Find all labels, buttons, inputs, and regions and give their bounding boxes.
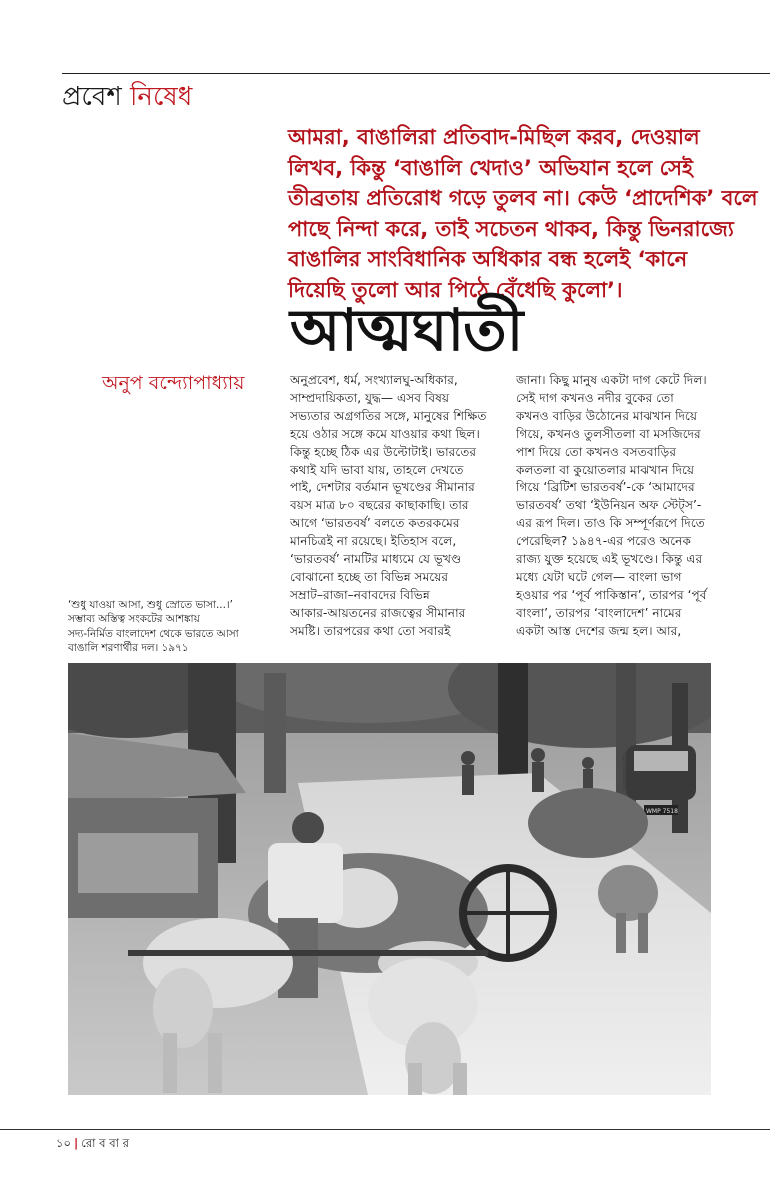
body-line: ভারতবর্ষ’ তথা ‘ইউনিয়ন অফ স্টেট্স’-: [516, 498, 702, 513]
magazine-name: রো ব বা র: [81, 1136, 129, 1150]
body-line: কিন্তু হচ্ছে ঠিক এর উল্টোটাই। ভারতের: [290, 444, 477, 459]
footer-divider: |: [73, 1136, 79, 1150]
section-title-word-2: নিষেধ: [129, 82, 193, 112]
caption-line: সম্ভাব্য অস্তিত্ব সংকটের আশঙ্কায়: [68, 613, 200, 626]
body-line: গিয়ে, কখনও তুলসীতলা বা মসজিদের: [516, 426, 701, 441]
top-rule: [62, 73, 770, 74]
body-line: বাংলা’, তারপর ‘বাংলাদেশ’ নামের: [516, 605, 682, 620]
body-line: গিয়ে ‘ব্রিটিশ ভারতবর্ষ’-কে ‘আমাদের: [516, 480, 695, 495]
body-column-2: [516, 372, 716, 641]
body-line: কখনও বাড়ির উঠোনের মাঝখান দিয়ে: [516, 408, 698, 423]
author-byline: অনুপ বন্দ্যোপাধ্যায়: [102, 372, 245, 394]
body-line: সেই দাগ কখনও নদীর বুকের তো: [516, 390, 674, 405]
body-line: বোঝানো হচ্ছে তা বিভিন্ন সময়ের: [290, 569, 449, 584]
pull-quote-line: পাছে নিন্দা করে, তাই সচেতন থাকব, কিন্তু ভিনরাজ্যে: [288, 216, 734, 241]
body-line: কথাই যদি ভাবা যায়, তাহলে দেখতে: [290, 462, 464, 477]
pull-quote-line: আমরা, বাঙালিরা প্রতিবাদ-মিছিল করব, দেওয়াল: [288, 125, 700, 149]
pull-quote-line: দিয়েছি তুলো আর পিঠে বেঁধেছি কুলো’।: [288, 277, 623, 302]
body-line: সম্রাট–রাজা–নবাবদের বিভিন্ন: [290, 587, 430, 602]
body-line: একটা আস্ত দেশের জন্ম হল। আর,: [516, 623, 682, 638]
body-line: পাই, দেশটার বর্তমান ভূখণ্ডের সীমানার: [290, 480, 475, 495]
body-line: পাশ দিয়ে তো কখনও বসতবাড়ির: [516, 444, 677, 459]
body-line: জানা। কিছু মানুষ একটা দাগ কেটে দিল।: [516, 373, 707, 387]
pull-quote-line: তীব্রতায় প্রতিরোধ গড়ে তুলব না। কেউ ‘প্রাদেশিক’ বলে: [288, 186, 758, 210]
section-title-word-1: প্রবেশ: [62, 82, 122, 112]
body-line: পেরেছিল? ১৯৪৭-এর পরেও অনেক: [516, 534, 691, 549]
body-line: বয়স মাত্র ৮০ বছরের কাছাকাছি। তার: [290, 498, 469, 513]
page-number: ১০: [56, 1136, 71, 1150]
car-plate: WMP 7518: [646, 808, 678, 815]
caption-line: সদ্য-নির্মিত বাংলাদেশ থেকে ভারতে আসা: [68, 627, 239, 640]
pull-quote-line: লিখব, কিন্তু ‘বাঙালি খেদাও’ অভিযান হলে সেই: [288, 155, 693, 180]
footer-rule: [0, 1129, 770, 1130]
body-line: আকার-আয়তনের রাজত্বের সীমানার: [290, 605, 466, 620]
body-line: ‘ভারতবর্ষ’ নামটির মাধ্যমে যে ভূখণ্ড: [290, 552, 462, 567]
body-line: রাজ্য যুক্ত হয়েছে এই ভূখণ্ডে। কিন্তু এর: [516, 552, 703, 567]
body-line: সমষ্টি। তারপরের কথা তো সবারই: [290, 623, 451, 638]
refugee-bullock-cart-photo: [68, 663, 711, 1095]
pull-quote-line: বাঙালির সাংবিধানিক অধিকার বন্ধ হলেই ‘কানে: [288, 247, 688, 271]
body-line: অনুপ্রবেশ, ধর্ম, সংখ্যালঘু-অধিকার,: [290, 373, 458, 387]
article-headline: আত্মঘাতী: [290, 296, 523, 364]
body-line: মানচিত্রই না রয়েছে। ইতিহাস বলে,: [290, 534, 457, 549]
body-line: হয়ে ওঠার সঙ্গে কমে যাওয়ার কথা ছিল।: [290, 426, 480, 441]
page-footer: [56, 1136, 129, 1150]
body-line: আগে ‘ভারতবর্ষ’ বলতে কতরকমের: [290, 516, 460, 531]
caption-line: বাঙালি শরণার্থীর দল। ১৯৭১: [68, 642, 189, 655]
body-line: সাম্প্রদায়িকতা, যুদ্ধ— এসব বিষয়: [290, 390, 450, 405]
body-line: সভ্যতার অগ্রগতির সঙ্গে, মানুষের শিক্ষিত: [290, 408, 487, 423]
photo-illustration: [68, 663, 711, 1095]
section-title: [62, 80, 192, 114]
body-column-1: [290, 372, 498, 641]
photo-caption: [68, 598, 268, 656]
body-line: এর রূপ দিল। তাও কি সম্পূর্ণরূপে দিতে: [516, 516, 705, 531]
body-line: কলতলা বা কুয়োতলার মাঝখান দিয়ে: [516, 462, 695, 477]
body-line: হওয়ার পর ‘পূর্ব পাকিস্তান’, তারপর ‘পূর্ব: [516, 587, 707, 602]
body-line: মধ্যে যেটা ঘটে গেল— বাংলা ভাগ: [516, 569, 682, 584]
caption-line: ‘শুধু যাওয়া আসা, শুধু স্রোতে ভাসা...।’: [68, 599, 233, 611]
pull-quote: [288, 122, 758, 305]
